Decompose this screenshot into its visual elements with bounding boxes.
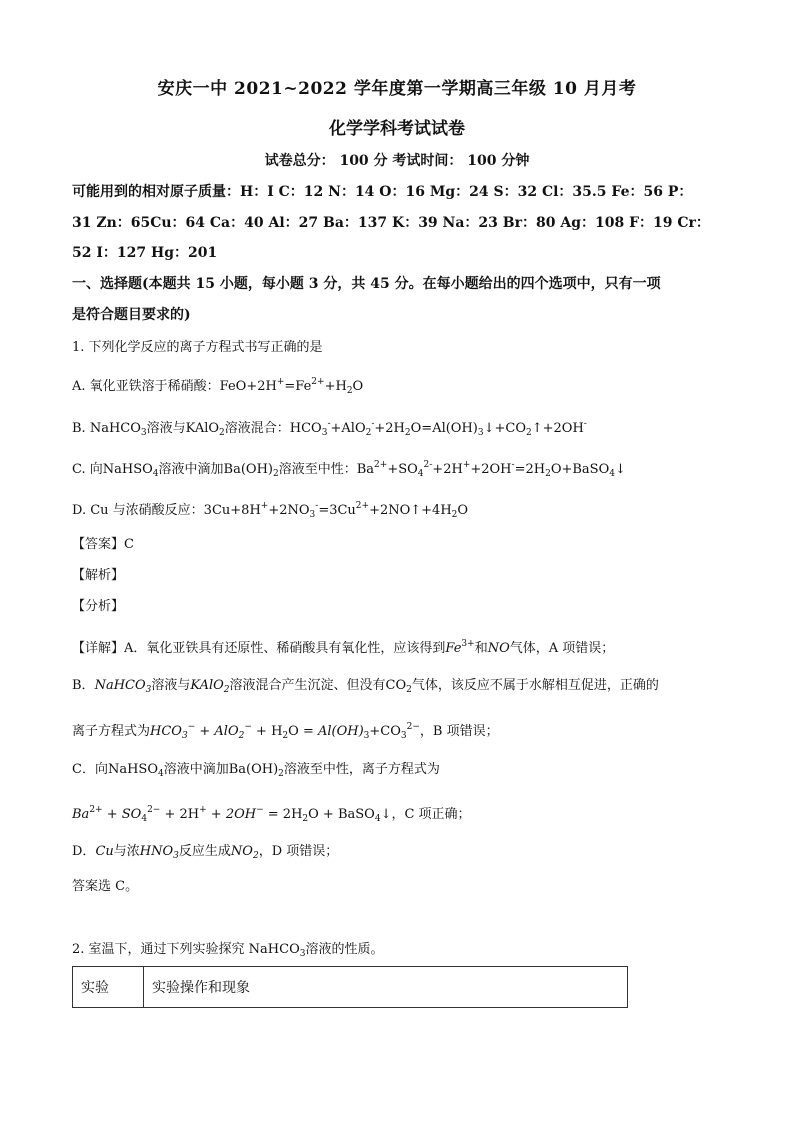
option-a	[72, 372, 363, 401]
text: O	[352, 379, 364, 394]
text: NaHCO	[94, 678, 146, 693]
text: 和	[474, 641, 488, 656]
sub: 2	[526, 428, 532, 438]
answer-tag: 【答案】	[72, 537, 125, 552]
text: NaHCO	[89, 421, 141, 436]
text: ，B 项错误；	[419, 724, 499, 739]
sub: 3	[477, 428, 484, 438]
section-heading-line-2: 是符合题目要求的)	[72, 307, 191, 323]
sub: 3	[299, 949, 306, 959]
text: A．氧化亚铁具有还原性、稀硝酸具有氧化性，应该得到	[124, 641, 446, 656]
sup: 2−	[147, 805, 161, 815]
text: 离子方程式为	[72, 724, 151, 739]
text: KAlO	[190, 678, 224, 693]
sub: 3	[309, 510, 316, 520]
detail-a	[72, 634, 614, 659]
text: 与浓	[113, 844, 140, 859]
text: =3Cu	[318, 503, 356, 518]
text: NO	[230, 844, 253, 859]
sup: -	[511, 460, 515, 470]
text: AlO	[214, 724, 239, 739]
text: =Fe	[284, 379, 312, 394]
text: Cu 与浓硝酸反应：3Cu+8H	[90, 503, 261, 518]
sup: +	[462, 460, 471, 470]
sub: 4	[141, 814, 148, 824]
sub: 3	[145, 685, 152, 695]
sub: 3	[140, 428, 147, 438]
text: HCO	[150, 724, 182, 739]
atomic-mass-line-3: 52 I：127 Hg：201	[72, 245, 218, 261]
sub: 3	[400, 731, 407, 741]
atomic-mass-line-2: 31 Zn：65Cu：64 Ca：40 Al：27 Ba：137 K：39 Na：23 Br：80 Ag：108 F：19 Cr：	[72, 215, 710, 231]
text: ↓+CO	[483, 421, 526, 436]
text: +2H	[432, 462, 463, 477]
sup: 3+	[461, 639, 475, 649]
text: D．	[72, 844, 96, 859]
text: 向NaHSO	[89, 462, 153, 477]
text: O=Al(OH)	[410, 421, 478, 436]
text: +2NO	[268, 503, 310, 518]
text: ↑+2OH	[531, 421, 584, 436]
experiment-table	[72, 966, 628, 1008]
text: B．	[72, 678, 95, 693]
sup: 2-	[423, 460, 433, 470]
sup: -	[327, 419, 331, 429]
text: + 2OH	[206, 807, 257, 822]
sub: 4	[609, 469, 615, 479]
option-b	[72, 414, 587, 443]
question-1-stem: 1. 下列化学反应的离子方程式书写正确的是	[72, 340, 323, 355]
sup: 2+	[355, 501, 370, 511]
section-heading-line-1: 一、选择题(本题共 15 小题，每小题 3 分，共 45 分。在每小题给出的四个选项中，只有一项	[72, 276, 661, 292]
text: O	[457, 503, 469, 518]
sup: 2+	[374, 460, 388, 470]
sub: 4	[417, 469, 424, 479]
sup: -	[583, 419, 587, 429]
sub: 4	[152, 469, 159, 479]
sub: 2	[252, 851, 259, 861]
sub: 3	[321, 428, 328, 438]
atomic-mass-line-1: 可能用到的相对原子质量：H：I C：12 N：14 O：16 Mg：24 S：32 Cl：35.5 Fe：56 P：	[72, 184, 693, 200]
exam-title: 安庆一中 2021~2022 学年度第一学期高三年级 10 月月考	[157, 79, 637, 99]
sub: 2	[223, 685, 230, 695]
text: ↓，C 项正确；	[380, 807, 471, 822]
text: O + BaSO	[308, 807, 375, 822]
text: +	[195, 724, 215, 739]
sub: 2	[346, 386, 353, 396]
detail-b-line-1	[72, 676, 659, 700]
sup: 2−	[406, 722, 420, 732]
text: 溶液与	[151, 678, 191, 693]
option-d	[72, 496, 468, 525]
sup: −	[187, 722, 196, 732]
detail-c-line-2	[72, 800, 471, 829]
text: + 2H	[160, 807, 200, 822]
sub: 2	[278, 769, 284, 779]
option-d-label: D.	[72, 503, 87, 518]
detail-d	[72, 842, 338, 866]
final-answer: 答案选 C。	[72, 879, 139, 894]
text: 2. 室温下，通过下列实验探究 NaHCO	[72, 942, 300, 957]
sub: 2	[219, 428, 225, 438]
text: HNO	[139, 844, 174, 859]
text: NO	[487, 641, 510, 656]
exam-meta: 试卷总分： 100 分 考试时间： 100 分钟	[264, 153, 530, 169]
text: 气体，该反应不属于水解相互促进，正确的	[411, 678, 659, 693]
sup: 2+	[89, 805, 103, 815]
table-header-cell: 实验	[73, 967, 144, 1008]
option-a-text: 氧化亚铁溶于稀硝酸：FeO+2H	[89, 379, 277, 394]
option-a-label: A.	[72, 379, 86, 394]
table-row	[73, 967, 628, 1008]
question-2-stem	[72, 940, 384, 964]
option-c-label: C.	[72, 462, 86, 477]
detail-b-line-2	[72, 717, 499, 746]
sup: -	[371, 419, 375, 429]
fenxi-tag: 【分析】	[72, 599, 125, 614]
sub: 2	[545, 469, 551, 479]
text: +2OH	[470, 462, 512, 477]
text: O+BaSO	[550, 462, 610, 477]
sub: 2	[365, 428, 372, 438]
sub: 2	[272, 469, 279, 479]
sup: 2+	[311, 377, 325, 387]
text: + SO	[102, 807, 142, 822]
text: 溶液中滴加Ba(OH)	[163, 762, 279, 777]
text: =2H	[514, 462, 546, 477]
text: 溶液与KAlO	[146, 421, 220, 436]
text: 溶液的性质。	[305, 942, 384, 957]
text: +H	[324, 379, 347, 394]
sub: 2	[451, 510, 458, 520]
sup: +	[276, 377, 285, 387]
option-b-label: B.	[72, 421, 86, 436]
text: 溶液混合：HCO	[224, 421, 322, 436]
text: +SO	[387, 462, 418, 477]
sup: +	[199, 805, 207, 815]
analysis-tag: 【解析】	[72, 568, 125, 583]
sup: −	[244, 722, 252, 732]
text: 溶液至中性：Ba	[278, 462, 375, 477]
sub: 2	[406, 685, 412, 695]
sub: 2	[404, 428, 411, 438]
sup: +	[260, 501, 269, 511]
text: +AlO	[330, 421, 366, 436]
sup: −	[256, 805, 264, 815]
text: 溶液至中性，离子方程式为	[283, 762, 440, 777]
sub: 4	[374, 814, 381, 824]
answer-value: C	[124, 537, 134, 552]
detail-tag: 【详解】	[72, 641, 125, 656]
sub: 3	[181, 731, 188, 741]
text: 气体，A 项错误；	[509, 641, 615, 656]
option-c	[72, 455, 626, 484]
text: = 2H	[263, 807, 303, 822]
text: O =	[288, 724, 318, 739]
text: + H	[251, 724, 283, 739]
text: Cu	[95, 844, 114, 859]
sub: 4	[157, 769, 164, 779]
text: Ba	[72, 807, 90, 822]
sub: 3	[363, 731, 370, 741]
table-header-cell: 实验操作和现象	[144, 967, 628, 1008]
text: 溶液中滴加Ba(OH)	[158, 462, 273, 477]
text: Fe	[445, 641, 462, 656]
text: C．向NaHSO	[72, 762, 158, 777]
text: +2H	[374, 421, 405, 436]
text: ↓	[614, 462, 626, 477]
exam-subtitle: 化学学科考试试卷	[329, 119, 465, 139]
text: 反应生成	[178, 844, 231, 859]
text: +CO	[369, 724, 401, 739]
text: (OH)	[331, 724, 364, 739]
sub: 3	[173, 851, 179, 861]
detail-c-line-1	[72, 760, 440, 784]
text: +2NO↑+4H	[369, 503, 452, 518]
text: Al	[317, 724, 332, 739]
sub: 2	[238, 731, 245, 741]
sub: 2	[302, 814, 309, 824]
text: 溶液混合产生沉淀、但没有CO	[229, 678, 407, 693]
sup: -	[315, 501, 319, 511]
text: ，D 项错误；	[258, 844, 339, 859]
answer-line	[72, 535, 134, 555]
sub: 2	[282, 731, 289, 741]
